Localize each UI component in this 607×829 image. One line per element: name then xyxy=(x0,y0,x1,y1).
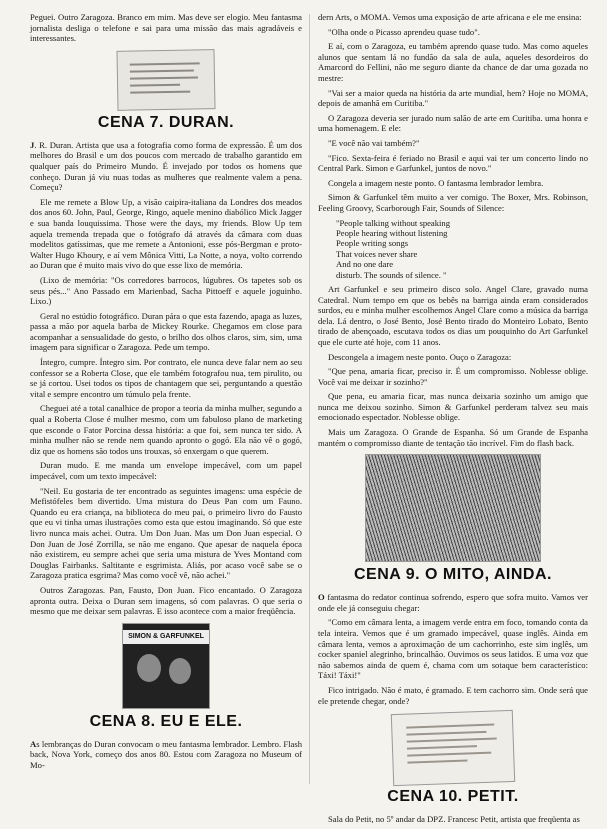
grass-photo xyxy=(365,454,541,562)
scene-8-title: CENA 8. EU E ELE. xyxy=(89,712,243,730)
drop-letter: O xyxy=(318,592,325,603)
body-paragraph: Que pena, eu amaria ficar, mas nunca deixaria sozinho um amigo que nunca me deixou sozinho. Simon & Garfunkel perderam talvez seu mais emocionado espectador. Noblesse oblige. xyxy=(318,391,588,423)
lyric-line: People writing songs xyxy=(336,238,409,249)
column-divider xyxy=(309,14,310,784)
body-paragraph: E aí, com o Zaragoza, eu também aprendo quase tudo. Mas como aqueles alunos que sentam lá no fundão da sala de aula, aqueles desordeiros do Amarcord do Fellini, não me seguro diante da chance de dar uma gozada no mestre: xyxy=(318,41,588,83)
body-paragraph xyxy=(318,592,588,613)
body-paragraph: (Lixo de memória: "Os corredores barrocos, lúgubres. Os tapetes sob os seus pés..." Ano Passado em Marienbad, Sacha Pittoeff e aquele joguinho. Lixo.) xyxy=(30,274,302,307)
quote: "Como em câmara lenta, a imagem verde entra em foco, tomando conta da tela inteira. Vemos que é um gramado impecável, quase inglês. Ainda em câmara lenta, vemos a aproximação de um cachorrinho, este sim inglês, um cocker spaniel alegrinho, brincalhão. Ouvimos os seus latidos. E uma voz que não sabemos ainda de quem é, chama com um sotaque bem característico: Táxi! Táxi!" xyxy=(318,617,588,681)
body-paragraph: Cheguei até a total canalhice de propor a teoria da minha mulher, segundo a qual a Roberta Close é mulher mesmo, com um fabuloso plano de marketing que esconde o Fator Porcina dessa história: a que foi, sem nunca ter sido. A minha mulher não se rende nem quando apronto o gogó. Ela não vê o gogó, diz que os homens são todos uns trouxas, só enxergam o que querem. xyxy=(30,403,302,456)
body-paragraph: Descongela a imagem neste ponto. Ouço o Zaragoza: xyxy=(328,351,512,362)
drop-letter: J xyxy=(30,139,35,150)
left-column xyxy=(30,12,302,775)
intro-paragraph: Peguei. Outro Zaragoza. Branco em mim. Mas deve ser elogio. Meu fantasma jornalista desliga o telefone e sai para uma missão das mais agradáveis e interessantes. xyxy=(30,12,302,44)
lyric-line: People hearing without listening xyxy=(336,227,448,238)
quoted-letter: "Neil. Eu gostaria de ter encontrado as seguintes imagens: uma espécie de Mefistófeles bem divertido. Uma mistura do Deus Pan com um Fauno. Quando eu era criança, na biblioteca do meu pai, o primeiro livro do Fausto que eu vi tinha umas ilustrações como esta que estou imaginando. Só que este livro nunca mais achei. Outra. Um Don Juan. Mas um Don Juan especial. O Don Juan de José Zorrilla, se não me engano. Que apesar de naquela época não existirem, eu sempre achei que seria uma mistura de Yves Montand com Douglas Fairbanks. Saltitante e esgrimista. Aliás, por acaso você sabe se o Zaragoza pratica esgrima? Mas como você vê, não achei." xyxy=(30,485,302,581)
drop-letter: A xyxy=(30,738,37,749)
right-column xyxy=(318,12,588,829)
body-paragraph xyxy=(30,739,302,771)
quote: "Que pena, amaria ficar, preciso ir. É um compromisso. Noblesse oblige. Você vai me deixar ir sozinho?" xyxy=(318,366,588,387)
body-paragraph: O Zaragoza deveria ser jurado num salão de arte em Curitiba. uma honra e uma homenagem. E ele: xyxy=(318,112,588,134)
body-paragraph: Fico intrigado. Não é mato, é gramado. E tem cachorro sim. Onde será que ele pretende chegar, onde? xyxy=(318,685,588,706)
letter-photo xyxy=(116,49,215,111)
scene-9-title: CENA 9. O MITO, AINDA. xyxy=(354,566,552,584)
album-cover-title: SIMON & GARFUNKEL xyxy=(123,630,209,644)
lyric-line: "People talking without speaking xyxy=(336,217,451,228)
body-paragraph: Duran mudo. E me manda um envelope impecável, com um papel impecável, com um texto impecável: xyxy=(30,460,302,481)
body-paragraph xyxy=(30,140,302,193)
body-paragraph: Geral no estúdio fotográfico. Duran pára o que esta fazendo, apaga as luzes, passa a mão por aquela barba de Mickey Rourke. Chegamos em close para acompanhar a sensualidade do gesto, o brilho dos olhos claros, sim, sim, uma imagem para significar o Zaragoza. Pede um tempo. xyxy=(30,310,302,353)
quote: "E você não vai também?" xyxy=(328,137,420,148)
scene-10-title: CENA 10. PETIT. xyxy=(387,788,519,806)
body-text: s lembranças do Duran convocam o meu fantasma lembrador. Lembro. Flash back, Nova York, começo dos anos 80. Estou com Zaragoza no Museum of Mo- xyxy=(30,738,302,770)
body-paragraph: Íntegro, cumpre. Íntegro sim. Por contrato, ele nunca deve falar nem ao seu confessor se a Roberta Close, que ele também fotografou nua, tem pirulito, ou se já cortou. Usei todos os tipos de chantagem que sei, perguntando a questão vital e sempre encontro um túmulo pela frente. xyxy=(30,357,302,399)
lyric-line: That voices never share xyxy=(336,248,418,259)
quote: "Olha onde o Picasso aprendeu quase tudo". xyxy=(328,26,480,37)
quote: "Vai ser a maior queda na história da arte mundial, hem? Hoje no MOMA, depois de amanhã em Curitiba." xyxy=(318,87,588,109)
body-paragraph: Sala do Petit, no 5º andar da DPZ. Francesc Petit, artista que freqüenta as xyxy=(328,814,580,825)
album-cover-image xyxy=(122,623,210,709)
body-paragraph: Art Garfunkel e seu primeiro disco solo. Angel Clare, gravado numa Catedral. Num tempo em que os bebês na barriga ainda eram considerados surdos, eu e minha mulher escolhemos Angel Clare como a música da barriga dela. Lá dentro, o José Bento, José Bento tirado do Monteiro Lobato, Bento tirado de abençoado, escutava todos os dias um pouquinho do Art Garfunkel que ele curte até hoje, com 11 anos. xyxy=(318,283,588,347)
body-paragraph: Simon & Garfunkel têm muito a ver comigo. The Boxer, Mrs. Robinson, Feeling Groovy, Scarborough Fair, Sounds of Silence: xyxy=(318,192,588,213)
body-text: fantasma do redator continua sofrendo, espero que sofra muito. Vamos ver onde ele já conseguiu chegar: xyxy=(318,592,588,613)
scene-7-title: CENA 7. DURAN. xyxy=(97,113,235,131)
body-paragraph: Congela a imagem neste ponto. O fantasma lembrador lembra. xyxy=(328,177,544,188)
quote: "Fico. Sexta-feira é feriado no Brasil e aqui vai ter um concerto lindo no Central Park. Simon e Garfunkel, juntos de novo." xyxy=(318,152,588,174)
song-lyrics xyxy=(318,218,588,280)
body-paragraph: Outros Zaragozas. Pan, Fausto, Don Juan. Fico encantado. O Zaragoza apronta outra. Deixa o Duran sem imagens, só com palavras. O que seria o mesmo que me deixar sem palavras. E isso acontece com a maior freqüência. xyxy=(30,584,302,617)
body-text: . R. Duran. Artista que usa a fotografia como forma de expressão. É um dos melhores do Brasil e um dos poucos com mercado de trabalho garantido em qualquer país do Primeiro Mundo. É invejado por todos os homens que conheço. Duran já viu nuas todas as mulheres que realmente valem a pena. Começu? xyxy=(30,139,302,193)
lyric-line: And no one dare xyxy=(336,259,394,270)
lyric-line: disturb. The sounds of silence. " xyxy=(336,269,447,280)
body-paragraph: Ele me remete a Blow Up, a visão caipira-italiana da Londres dos meados dos anos 60. John, Paul, George, Ringo, aquele menino diabólico Mick Jagger e sua banda louquissima. Those were the days, my friends. Blow Up tem aquela tremenda trepada que o fotógrafo dá através da câmara com duas modelitos gatíssimas, que me remete a Antonioni, esse pós-Bergman e proto-Walter Hugo Khoury, e aí vem Mônica Vitti, La Notte, a noya, volto correndo ao Duran que é muito mais vivo do que esse lixo de memória. xyxy=(30,196,302,271)
body-paragraph: Mais um Zaragoza. O Grande de Espanha. Só um Grande de Espanha mantém o compromisso diante de tentação tão incrível. Fim do flash back. xyxy=(318,427,588,448)
memo-photo xyxy=(391,710,515,786)
body-paragraph: dern Arts, o MOMA. Vemos uma exposição de arte africana e ele me ensina: xyxy=(318,12,582,22)
